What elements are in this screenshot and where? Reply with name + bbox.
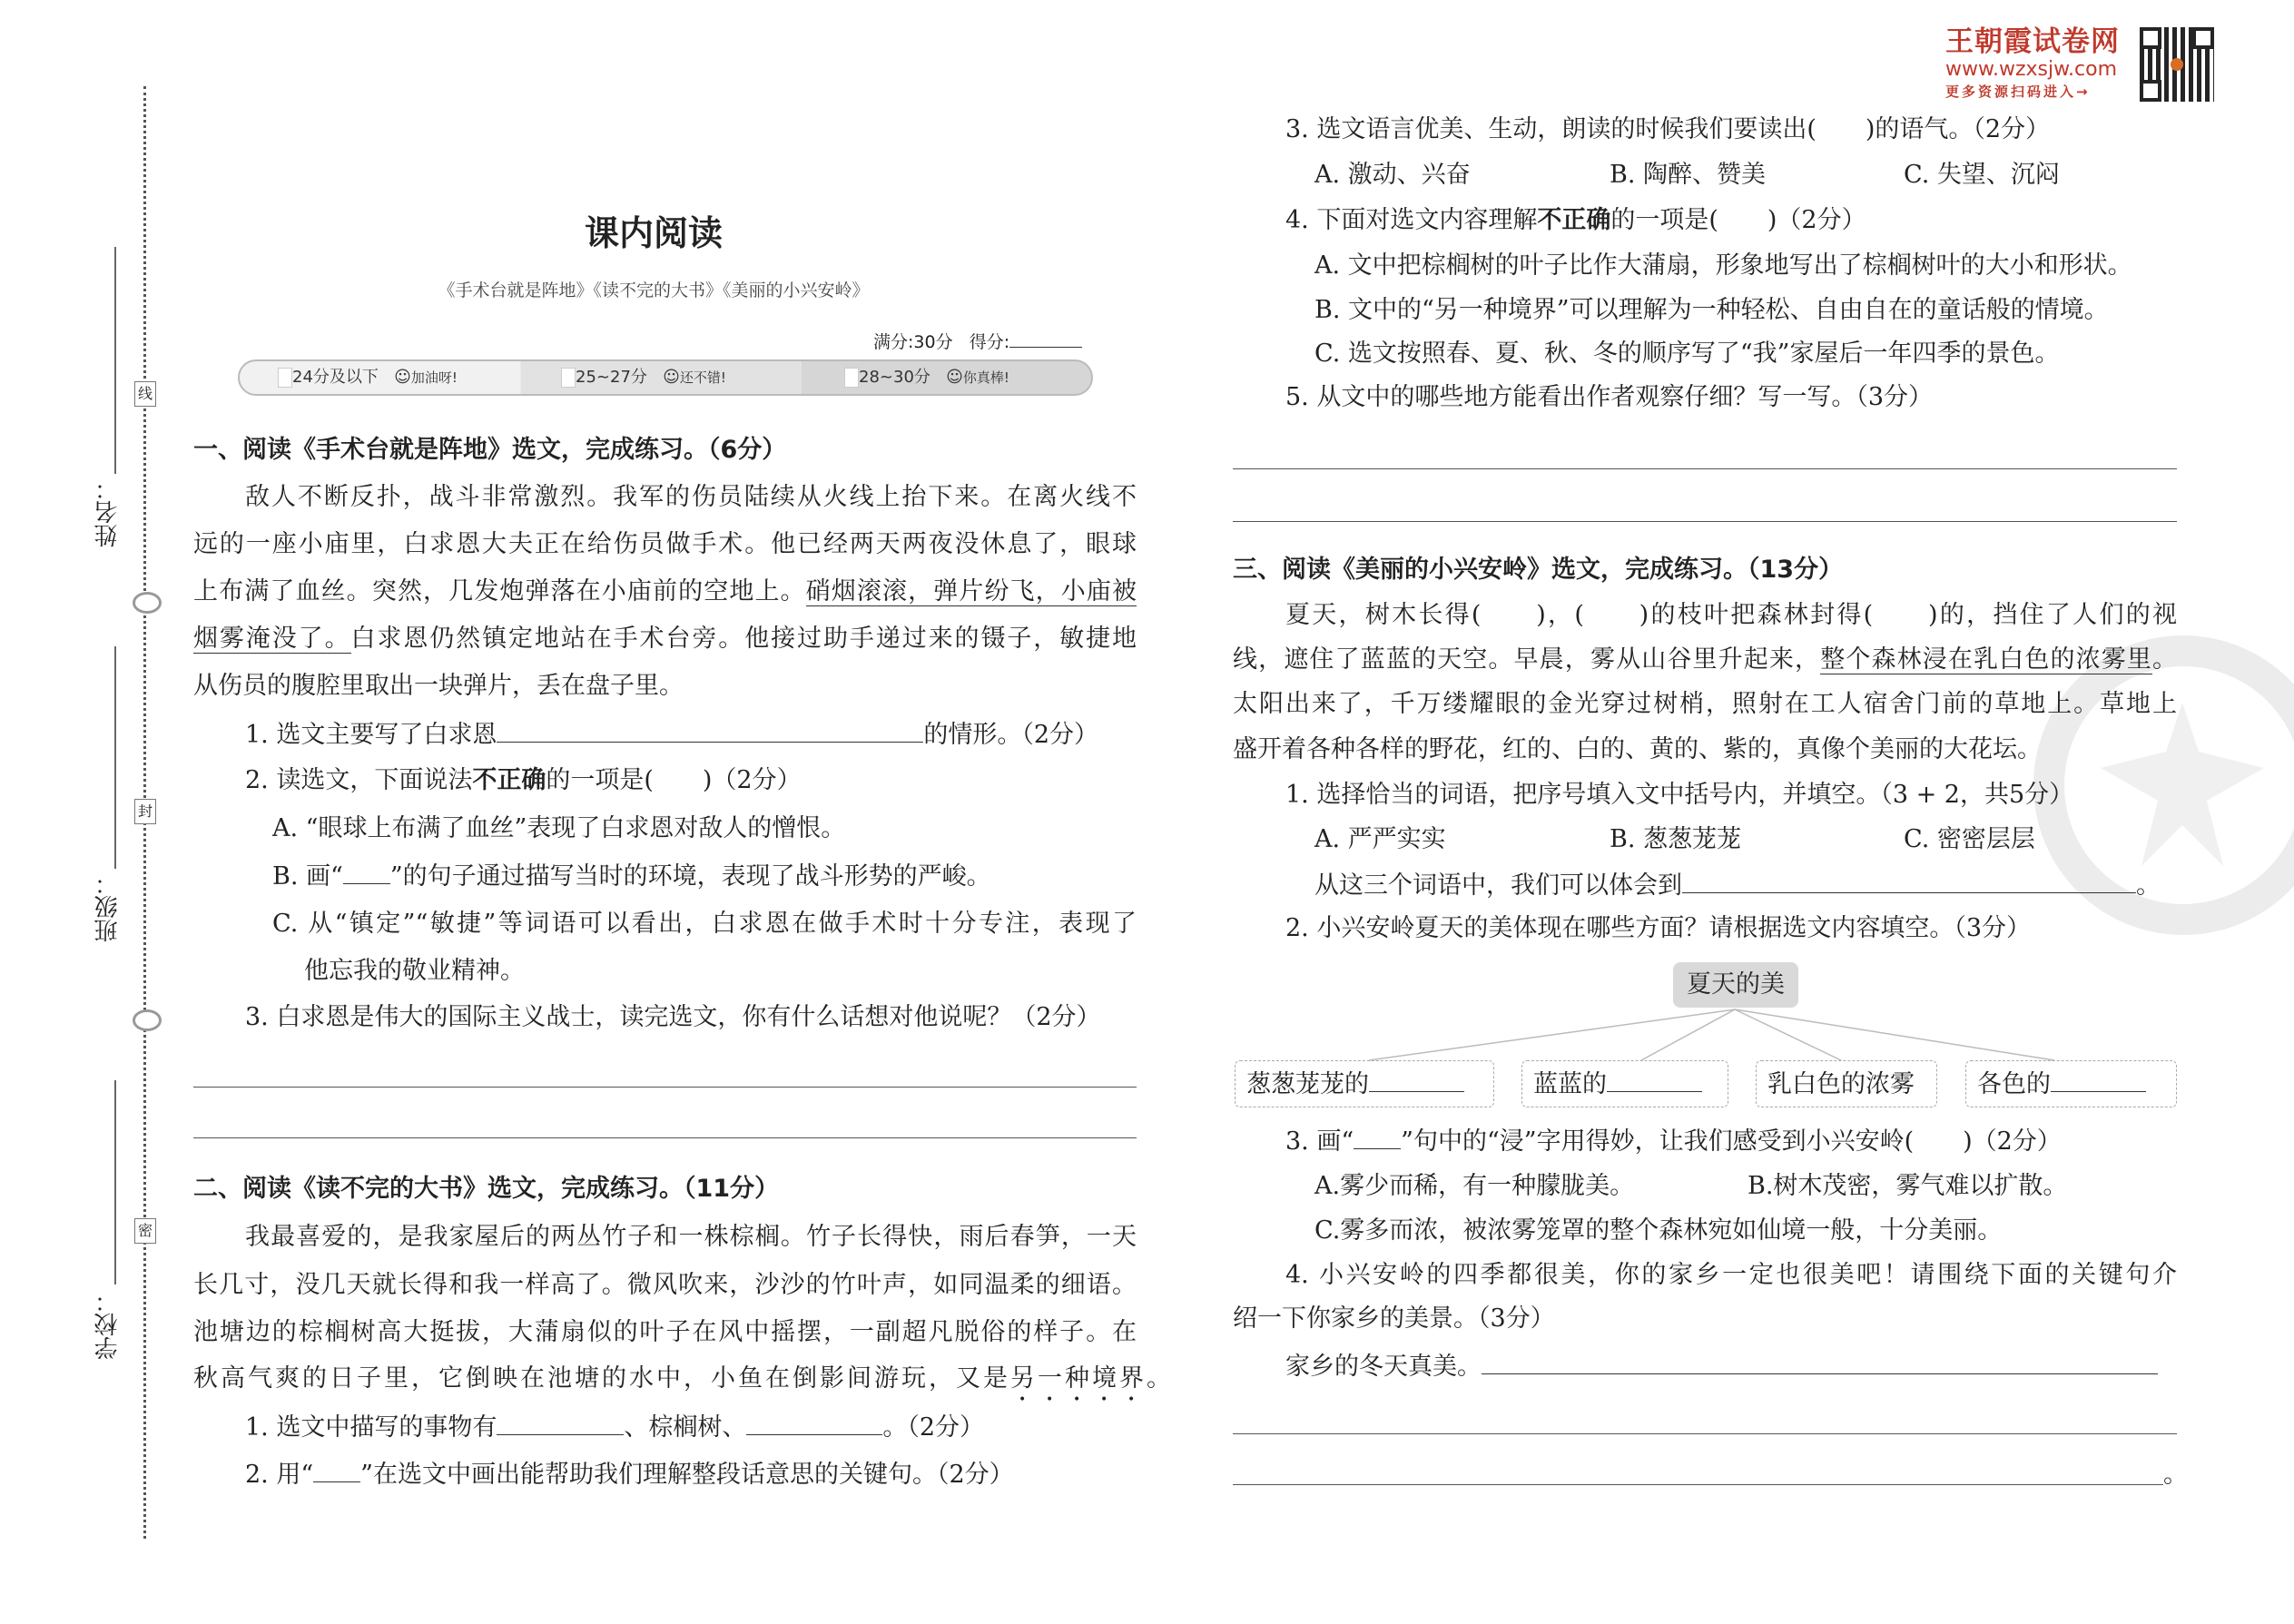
answer-line[interactable] [193, 1137, 1137, 1138]
s1-question-2: 2. 读选文，下面说法不正确的一项是( )（2分） [245, 766, 802, 794]
s3-q3-option-a[interactable]: A.雾少而稀，有一种朦胧美。 [1314, 1172, 1635, 1200]
s1-para-line: 烟雾淹没了。白求恩仍然镇定地站在手术台旁。他接过助手递过来的镊子，敏捷地 [193, 625, 1137, 653]
s3-question-4-cont: 绍一下你家乡的美景。（3分） [1233, 1304, 1555, 1333]
connector [1641, 1009, 1735, 1060]
page-subtitle: 《手术台就是阵地》《读不完的大书》《美丽的小兴安岭》 [438, 281, 870, 300]
level-mid: 25~27分 ☺还不错! [525, 361, 808, 394]
tree-root: 夏天的美 [1673, 962, 1798, 1008]
answer-blank[interactable] [1482, 1348, 2158, 1374]
answer-blank[interactable] [497, 716, 923, 743]
binding-mark-feng: 封 [134, 799, 156, 824]
s2-question-2: 2. 用“ ”在选文中画出能帮助我们理解整段话意思的关键句。（2分） [245, 1456, 1014, 1493]
tree-leaf[interactable]: 葱葱茏茏的 [1235, 1060, 1494, 1107]
s2-para-line: 长几寸，没几天就长得和我一样高了。微风吹来，沙沙的竹叶声，如同温柔的细语。 [193, 1271, 1137, 1299]
binding-mark-xian: 线 [134, 381, 156, 407]
s2-para-line: 池塘边的棕榈树高大挺拔，大蒲扇似的叶子在风中摇摆，一副超凡脱俗的样子。在 [193, 1318, 1137, 1346]
s1-para-line: 从伤员的腹腔里取出一块弹片，丢在盘子里。 [193, 672, 684, 700]
s1-para-line: 远的一座小庙里，白求恩大夫正在给伤员做手术。他已经两天两夜没休息了，眼球 [193, 530, 1137, 558]
s3-para-line: 盛开着各种各样的野花，红的、白的、黄的、紫的，真像个美丽的大花坛。 [1233, 735, 2042, 763]
s2-para-line: 秋高气爽的日子里，它倒映在池塘的水中，小鱼在倒影间游玩，又是另一种境界。 [193, 1364, 1174, 1393]
s3-q1-option-c: C. 密密层层 [1904, 825, 2035, 853]
s3-q4-fill: 家乡的冬天真美。 [1285, 1348, 2158, 1385]
tree-leaf[interactable]: 各色的 [1965, 1060, 2177, 1107]
answer-line[interactable] [193, 1087, 1137, 1088]
s1-question-1: 1. 选文主要写了白求恩 的情形。（2分） [245, 716, 1098, 753]
binding-ornament [133, 592, 162, 614]
s3-question-1: 1. 选择恰当的词语，把序号填入文中括号内，并填空。（3 + 2，共5分） [1285, 781, 2074, 809]
qr-code[interactable] [2140, 27, 2214, 102]
school-label: 学校： [94, 1289, 122, 1360]
answer-blank[interactable] [1682, 867, 2136, 893]
answer-line[interactable] [1233, 521, 2177, 522]
s3-q1-option-b: B. 葱葱茏茏 [1610, 825, 1742, 853]
answer-blank[interactable] [746, 1409, 882, 1435]
s3-q3-option-b[interactable]: B.树木茂密，雾气难以扩散。 [1748, 1172, 2068, 1200]
s1-q2-option-c[interactable]: C. 从“镇定”“敏捷”等词语可以看出，白求恩在做手术时十分专注，表现了 [272, 910, 1137, 938]
s2-question-5: 5. 从文中的哪些地方能看出作者观察仔细？写一写。（3分） [1285, 383, 1934, 411]
brand-url: www.wzxsjw.com [1945, 58, 2118, 81]
class-label: 班级： [94, 871, 122, 942]
s3-question-4: 4. 小兴安岭的四季都很美，你的家乡一定也很美吧！请围绕下面的关键句介 [1285, 1261, 2177, 1289]
score-level-bar [238, 359, 1093, 396]
smiley-icon: ☺ [663, 368, 680, 387]
s1-para-line: 上布满了血丝。突然，几发炮弹落在小庙前的空地上。硝烟滚滚，弹片纷飞，小庙被 [193, 577, 1137, 605]
s2-q3-option-b[interactable]: B. 陶醉、赞美 [1610, 161, 1767, 189]
checkbox[interactable] [844, 368, 859, 388]
score-label: 得分: [969, 332, 1010, 352]
brand-name: 王朝霞试卷网 [1945, 25, 2120, 58]
level-low: 24分及以下 ☺加油呀! [240, 361, 525, 394]
tree-leaf: 乳白色的浓雾 [1756, 1060, 1937, 1107]
answer-line[interactable] [1233, 1484, 2163, 1485]
level-high: 28~30分 ☺你真棒! [808, 361, 1091, 394]
section2-heading: 二、阅读《读不完的大书》选文，完成练习。（11分） [193, 1175, 780, 1203]
s3-question-3: 3. 画“ ”句中的“浸”字用得妙，让我们感受到小兴安岭( )（2分） [1285, 1123, 2062, 1160]
class-field[interactable] [114, 646, 116, 869]
s2-q4-option-b[interactable]: B. 文中的“另一种境界”可以理解为一种轻松、自由自在的童话般的情境。 [1314, 296, 2109, 324]
s2-q4-option-c[interactable]: C. 选文按照春、夏、秋、冬的顺序写了“我”家屋后一年四季的景色。 [1314, 340, 2060, 368]
brand-logo[interactable] [1945, 25, 2136, 102]
binding-ornament [133, 1009, 162, 1031]
smiley-icon: ☺ [394, 368, 411, 387]
connector [1369, 1009, 1735, 1060]
page-title: 课内阅读 [584, 213, 723, 253]
s1-q2-option-a[interactable]: A. “眼球上布满了血丝”表现了白求恩对敌人的憎恨。 [272, 814, 846, 842]
tree-leaf[interactable]: 蓝蓝的 [1521, 1060, 1728, 1107]
smiley-icon: ☺ [946, 368, 963, 387]
s1-q2-option-b[interactable]: B. 画“ ”的句子通过描写当时的环境，表现了战斗形势的严峻。 [272, 858, 991, 895]
end-period: 。 [2163, 1461, 2188, 1489]
s3-q1-fill: 从这三个词语中，我们可以体会到 。 [1314, 867, 2161, 904]
name-field[interactable] [114, 247, 116, 474]
s3-q1-option-a: A. 严严实实 [1314, 825, 1446, 853]
section1-heading: 一、阅读《手术台就是阵地》选文，完成练习。（6分） [193, 436, 787, 464]
s1-para-line: 敌人不断反扑，战斗非常激烈。我军的伤员陆续从火线上抬下来。在离火线不 [245, 483, 1137, 511]
s2-q3-option-a[interactable]: A. 激动、兴奋 [1314, 161, 1471, 189]
s2-q3-option-c[interactable]: C. 失望、沉闷 [1904, 161, 2060, 189]
answer-line[interactable] [1233, 468, 2177, 469]
score-info [873, 324, 1082, 360]
full-score: 满分:30分 [873, 332, 953, 352]
score-field[interactable] [1009, 329, 1082, 348]
section3-heading: 三、阅读《美丽的小兴安岭》选文，完成练习。（13分） [1233, 556, 1844, 584]
s1-question-3: 3. 白求恩是伟大的国际主义战士，读完选文，你有什么话想对他说呢？（2分） [245, 1003, 1101, 1031]
school-field[interactable] [114, 1080, 116, 1284]
checkbox[interactable] [561, 368, 576, 388]
answer-line[interactable] [1233, 1433, 2177, 1434]
s2-q4-option-a[interactable]: A. 文中把棕榈树的叶子比作大蒲扇，形象地写出了棕榈树叶的大小和形状。 [1314, 251, 2132, 280]
binding-mark-mi: 密 [134, 1218, 156, 1244]
s3-question-2: 2. 小兴安岭夏天的美体现在哪些方面？请根据选文内容填空。（3分） [1285, 914, 2032, 942]
s2-question-3: 3. 选文语言优美、生动，朗读的时候我们要读出( )的语气。（2分） [1285, 115, 2051, 143]
s2-question-4: 4. 下面对选文内容理解不正确的一项是( )（2分） [1285, 206, 1866, 234]
checkbox[interactable] [278, 368, 292, 388]
s2-para-line: 我最喜爱的，是我家屋后的两丛竹子和一株棕榈。竹子长得快，雨后春笋，一天 [245, 1223, 1137, 1251]
s3-para-line: 线，遮住了蓝蓝的天空。早晨，雾从山谷里升起来，整个森林浸在乳白色的浓雾里。 [1233, 645, 2178, 674]
s2-question-1: 1. 选文中描写的事物有 、棕榈树、 。（2分） [245, 1409, 984, 1446]
answer-blank[interactable] [497, 1409, 624, 1435]
name-label: 姓名： [94, 477, 122, 547]
connector [1735, 1009, 2054, 1060]
s3-q3-option-c[interactable]: C.雾多而浓，被浓雾笼罩的整个森林宛如仙境一般，十分美丽。 [1314, 1216, 2003, 1245]
s3-para-line: 太阳出来了，千万缕耀眼的金光穿过树梢，照射在工人宿舍门前的草地上。草地上 [1233, 690, 2177, 718]
connector [1735, 1009, 1841, 1060]
brand-cta: 更多资源扫码进入→ [1945, 84, 2091, 100]
s1-q2-option-c-cont: 他忘我的敬业精神。 [304, 957, 525, 985]
s3-para-line: 夏天，树木长得( )，( )的枝叶把森林封得( )的，挡住了人们的视 [1285, 601, 2177, 629]
